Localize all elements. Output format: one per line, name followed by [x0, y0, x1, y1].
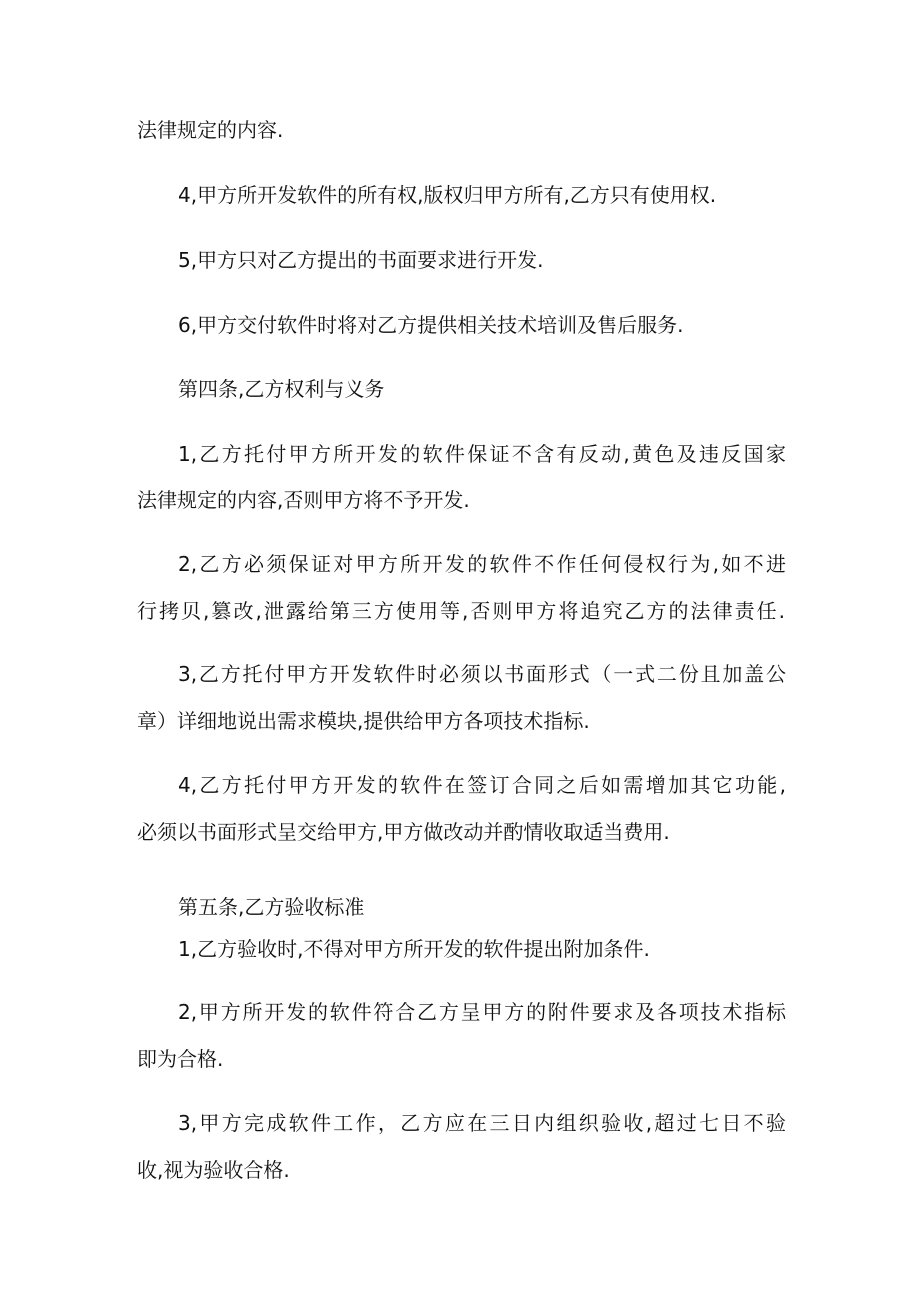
paragraph-line: 4,乙方托付甲方开发的软件在签订合同之后如需增加其它功能, — [178, 773, 786, 797]
paragraph-line: 2,甲方所开发的软件符合乙方呈甲方的附件要求及各项技术指标 — [178, 1000, 786, 1024]
paragraph-line: 4,甲方所开发软件的所有权,版权归甲方所有,乙方只有使用权. — [178, 183, 717, 207]
paragraph-line: 3,甲方完成软件工作，乙方应在三日内组织验收,超过七日不验 — [178, 1111, 786, 1135]
paragraph-line: 必须以书面形式呈交给甲方,甲方做改动并酌情收取适当费用. — [137, 820, 670, 844]
paragraph-line: 2,乙方必须保证对甲方所开发的软件不作任何侵权行为,如不进 — [178, 552, 786, 576]
paragraph-line: 行拷贝,篡改,泄露给第三方使用等,否则甲方将追究乙方的法律责任. — [137, 599, 785, 623]
paragraph-line: 法律规定的内容,否则甲方将不予开发. — [137, 488, 470, 512]
paragraph-line: 6,甲方交付软件时将对乙方提供相关技术培训及售后服务. — [178, 313, 684, 337]
paragraph-line: 法律规定的内容. — [137, 118, 284, 142]
paragraph-line: 即为合格. — [137, 1047, 224, 1071]
paragraph-line: 3,乙方托付甲方开发软件时必须以书面形式（一式二份且加盖公 — [178, 662, 786, 686]
paragraph-line: 章）详细地说出需求模块,提供给甲方各项技术指标. — [137, 709, 590, 733]
paragraph-line: 收,视为验收合格. — [137, 1158, 290, 1182]
section-heading: 第四条,乙方权利与义务 — [178, 377, 385, 401]
section-heading: 第五条,乙方验收标准 — [178, 895, 365, 919]
paragraph-line: 1,乙方验收时,不得对甲方所开发的软件提出附加条件. — [178, 937, 650, 961]
paragraph-line: 1,乙方托付甲方所开发的软件保证不含有反动,黄色及违反国家 — [178, 442, 786, 466]
paragraph-line: 5,甲方只对乙方提出的书面要求进行开发. — [178, 248, 544, 272]
